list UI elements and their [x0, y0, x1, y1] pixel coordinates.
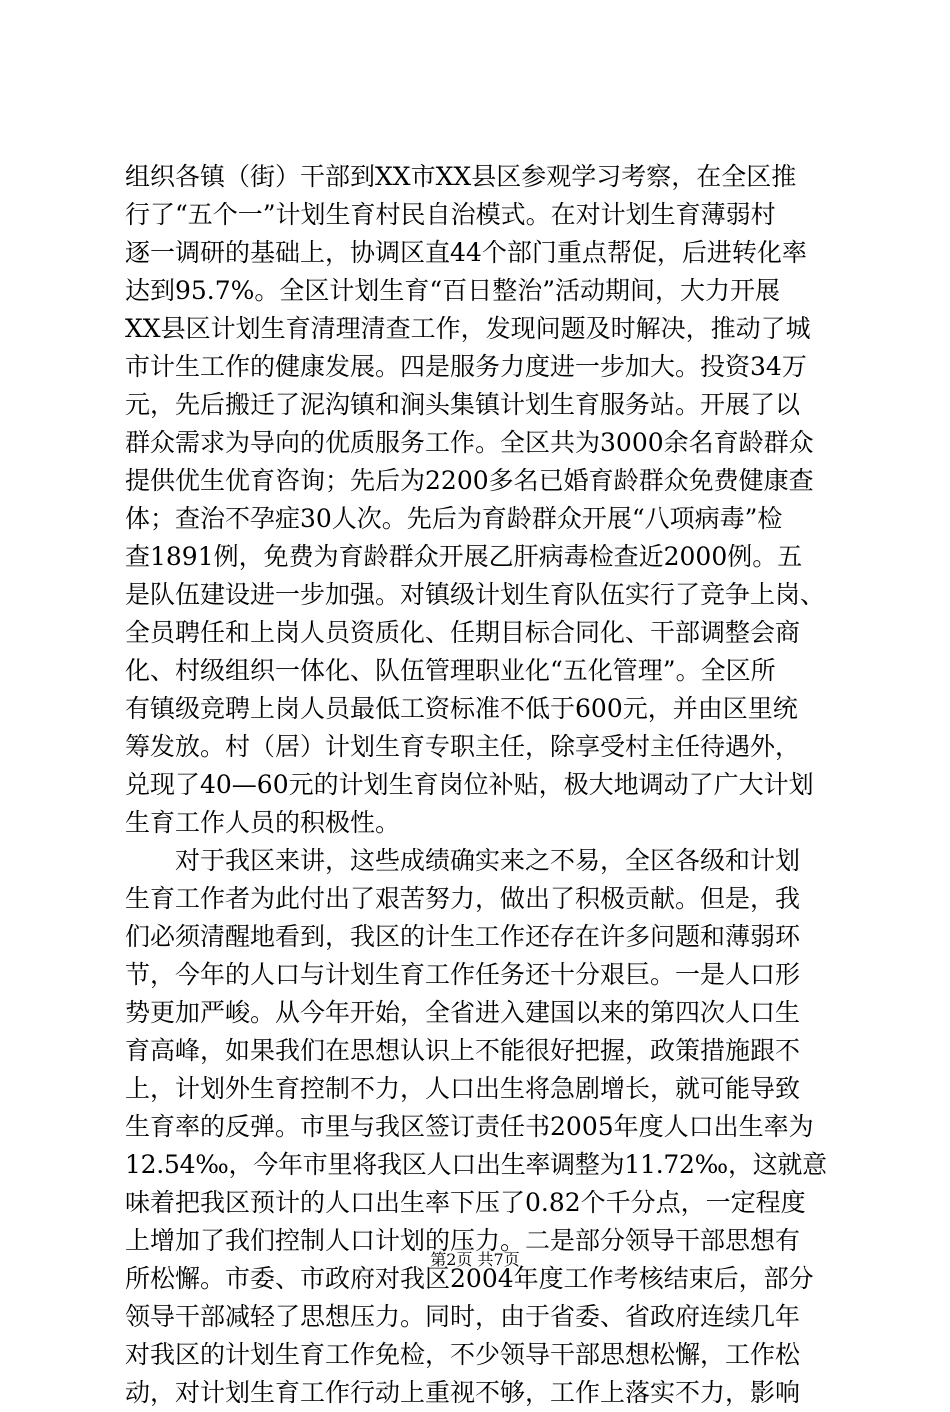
text-line: 体；查治不孕症30人次。先后为育龄群众开展“八项病毒”检 [125, 504, 783, 533]
text-line: 对我区的计划生育工作免检，不少领导干部思想松懈，工作松 [125, 1340, 801, 1369]
text-line: XX县区计划生育清理清查工作，发现问题及时解决，推动了城 [125, 314, 811, 343]
page-footer: 第2页 共7页 [430, 1250, 520, 1269]
text-line: 是队伍建设进一步加强。对镇级计划生育队伍实行了竞争上岗、 [125, 580, 826, 609]
text-line: 上，计划外生育控制不力，人口出生将急剧增长，就可能导致 [125, 1074, 801, 1103]
text-line: 味着把我区预计的人口出生率下压了0.82个千分点，一定程度 [125, 1188, 806, 1217]
text-line: 对于我区来讲，这些成绩确实来之不易，全区各级和计划 [125, 846, 801, 875]
text-line: 逐一调研的基础上，协调区直44个部门重点帮促，后进转化率 [125, 238, 807, 267]
text-line: 12.54‰，今年市里将我区人口出生率调整为11.72‰，这就意 [125, 1150, 827, 1179]
text-line: 所松懈。市委、市政府对我区2004年度工作考核结束后，部分 [125, 1264, 814, 1293]
text-line: 节，今年的人口与计划生育工作任务还十分艰巨。一是人口形 [125, 960, 801, 989]
text-line: 元，先后搬迁了泥沟镇和涧头集镇计划生育服务站。开展了以 [125, 390, 801, 419]
body-text [125, 158, 827, 1412]
text-line: 市计生工作的健康发展。四是服务力度进一步加大。投资34万 [125, 352, 807, 381]
text-line: 上增加了我们控制人口计划的压力。二是部分领导干部思想有 [125, 1226, 801, 1255]
text-line: 全员聘任和上岗人员资质化、任期目标合同化、干部调整会商 [125, 618, 801, 647]
text-line: 达到95.7%。全区计划生育“百日整治”活动期间，大力开展 [125, 276, 780, 305]
text-line: 生育工作者为此付出了艰苦努力，做出了积极贡献。但是，我 [125, 884, 801, 913]
text-line: 兑现了40—60元的计划生育岗位补贴，极大地调动了广大计划 [125, 770, 814, 799]
text-line: 生育率的反弹。市里与我区签订责任书2005年度人口出生率为 [125, 1112, 814, 1141]
text-line: 组织各镇（街）干部到XX市XX县区参观学习考察，在全区推 [125, 162, 797, 191]
text-line: 育高峰，如果我们在思想认识上不能很好把握，政策措施跟不 [125, 1036, 801, 1065]
text-line: 群众需求为导向的优质服务工作。全区共为3000余名育龄群众 [125, 428, 814, 457]
text-line: 动，对计划生育工作行动上重视不够，工作上落实不力，影响 [125, 1378, 801, 1407]
text-line: 行了“五个一”计划生育村民自治模式。在对计划生育薄弱村 [125, 200, 776, 229]
text-line: 化、村级组织一体化、队伍管理职业化“五化管理”。全区所 [125, 656, 776, 685]
text-line: 生育工作人员的积极性。 [125, 808, 401, 837]
text-line: 有镇级竞聘上岗人员最低工资标准不低于600元，并由区里统 [125, 694, 798, 723]
text-line: 领导干部减轻了思想压力。同时，由于省委、省政府连续几年 [125, 1302, 801, 1331]
text-line: 筹发放。村（居）计划生育专职主任，除享受村主任待遇外， [125, 732, 801, 761]
text-line: 查1891例，免费为育龄群众开展乙肝病毒检查近2000例。五 [125, 542, 803, 571]
text-line: 们必须清醒地看到，我区的计生工作还存在许多问题和薄弱环 [125, 922, 801, 951]
text-line: 势更加严峻。从今年开始，全省进入建国以来的第四次人口生 [125, 998, 801, 1027]
text-line: 提供优生优育咨询；先后为2200多名已婚育龄群众免费健康查 [125, 466, 814, 495]
